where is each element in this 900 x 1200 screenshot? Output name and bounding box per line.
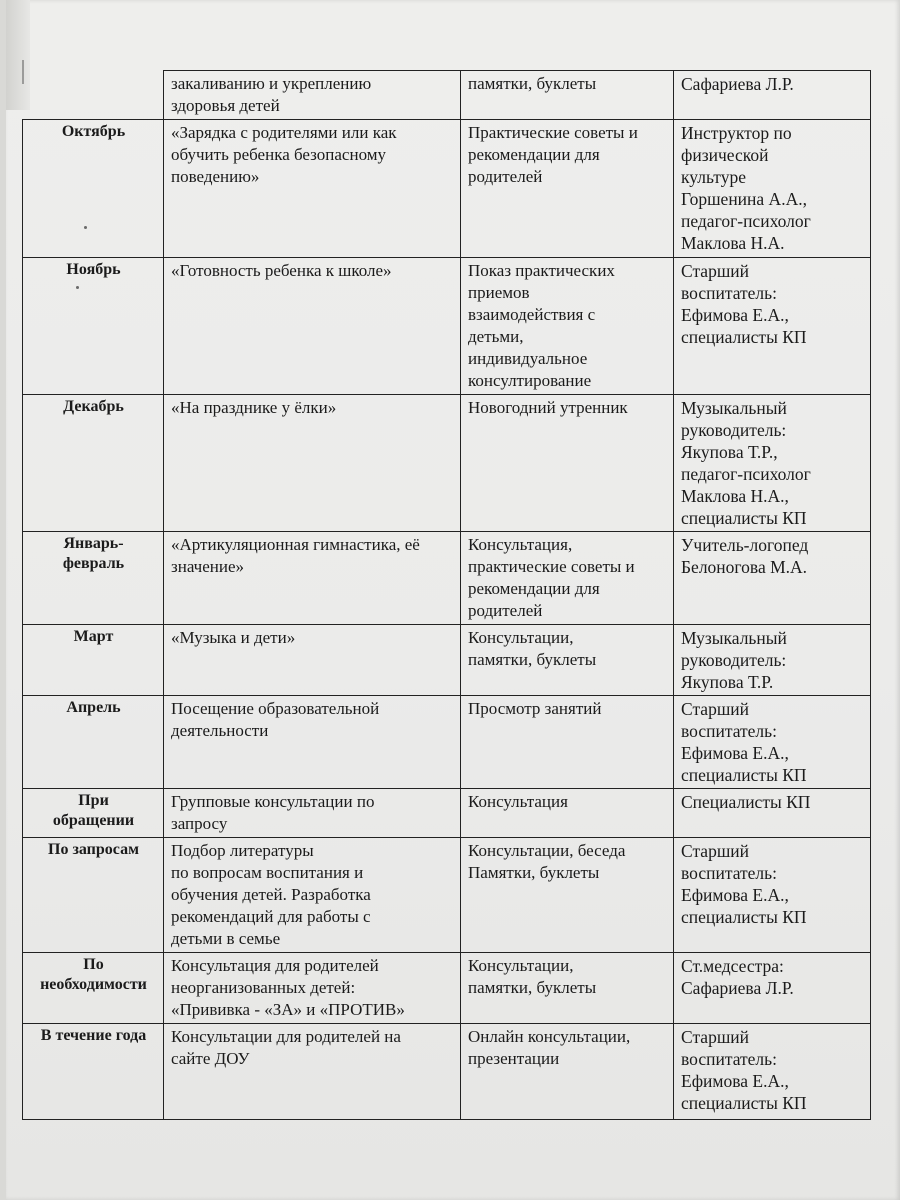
topic-cell: «Музыка и дети»: [164, 625, 461, 696]
paper-sheet: [6, 0, 900, 1200]
responsible-cell: Учитель-логопед Белоногова М.А.: [674, 532, 871, 625]
table-row: [23, 71, 871, 120]
month-cell: В течение года: [23, 1024, 164, 1120]
topic-cell: закаливанию и укреплению здоровья детей: [164, 71, 461, 120]
table-row: [23, 395, 871, 532]
responsible-cell: Инструктор по физической культуре Горшенина А.А., педагог-психолог Маклова Н.А.: [674, 120, 871, 258]
topic-cell: Посещение образовательной деятельности: [164, 696, 461, 789]
topic-cell: «Зарядка с родителями или как обучить ребенка безопасному поведению»: [164, 120, 461, 258]
month-cell: При обращении: [23, 789, 164, 838]
table-row: [23, 838, 871, 953]
table-row: [23, 120, 871, 258]
month-cell: По запросам: [23, 838, 164, 953]
month-cell: Апрель: [23, 696, 164, 789]
topic-cell: «Готовность ребенка к школе»: [164, 258, 461, 395]
table-row: [23, 953, 871, 1024]
table-row: [23, 789, 871, 838]
responsible-cell: Старший воспитатель: Ефимова Е.А., специалисты КП: [674, 258, 871, 395]
month-cell: Январь- февраль: [23, 532, 164, 625]
form-cell: Просмотр занятий: [461, 696, 674, 789]
table-row: [23, 532, 871, 625]
month-cell: [23, 71, 164, 120]
month-cell: Декабрь: [23, 395, 164, 532]
form-cell: Консультации, беседа Памятки, буклеты: [461, 838, 674, 953]
responsible-cell: Старший воспитатель: Ефимова Е.А., специалисты КП: [674, 838, 871, 953]
consultation-plan-table: [22, 70, 871, 1120]
responsible-cell: Специалисты КП: [674, 789, 871, 838]
topic-cell: «На празднике у ёлки»: [164, 395, 461, 532]
responsible-cell: Сафариева Л.Р.: [674, 71, 871, 120]
responsible-cell: Музыкальный руководитель: Якупова Т.Р., педагог-психолог Маклова Н.А., специалисты КП: [674, 395, 871, 532]
table-row: [23, 625, 871, 696]
form-cell: Консультации, памятки, буклеты: [461, 953, 674, 1024]
responsible-cell: Музыкальный руководитель: Якупова Т.Р.: [674, 625, 871, 696]
topic-cell: Групповые консультации по запросу: [164, 789, 461, 838]
form-cell: Практические советы и рекомендации для родителей: [461, 120, 674, 258]
table-row: [23, 258, 871, 395]
form-cell: Новогодний утренник: [461, 395, 674, 532]
month-cell: По необходимости: [23, 953, 164, 1024]
month-cell: Март: [23, 625, 164, 696]
responsible-cell: Старший воспитатель: Ефимова Е.А., специалисты КП: [674, 1024, 871, 1120]
month-cell: Октябрь: [23, 120, 164, 258]
form-cell: памятки, буклеты: [461, 71, 674, 120]
topic-cell: Подбор литературы по вопросам воспитания и обучения детей. Разработка рекомендаций для работы с детьми в семье: [164, 838, 461, 953]
topic-cell: «Артикуляционная гимнастика, её значение»: [164, 532, 461, 625]
topic-cell: Консультация для родителей неорганизованных детей: «Прививка - «ЗА» и «ПРОТИВ»: [164, 953, 461, 1024]
responsible-cell: Ст.медсестра: Сафариева Л.Р.: [674, 953, 871, 1024]
form-cell: Показ практических приемов взаимодействия с детьми, индивидуальное консултирование: [461, 258, 674, 395]
form-cell: Консультация: [461, 789, 674, 838]
topic-cell: Консультации для родителей на сайте ДОУ: [164, 1024, 461, 1120]
month-cell: Ноябрь: [23, 258, 164, 395]
form-cell: Консультации, памятки, буклеты: [461, 625, 674, 696]
responsible-cell: Старший воспитатель: Ефимова Е.А., специалисты КП: [674, 696, 871, 789]
form-cell: Онлайн консультации, презентации: [461, 1024, 674, 1120]
form-cell: Консультация, практические советы и рекомендации для родителей: [461, 532, 674, 625]
table-row: [23, 1024, 871, 1120]
table-row: [23, 696, 871, 789]
